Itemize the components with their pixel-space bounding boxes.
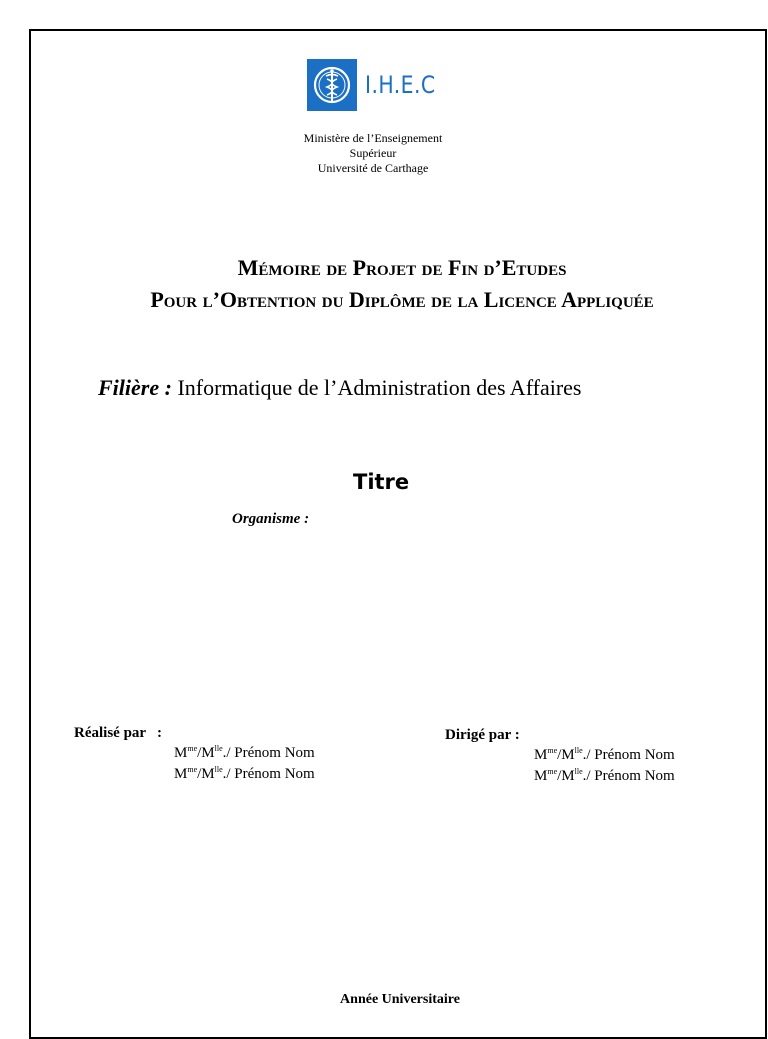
realise-block [74,725,315,785]
page-border [29,29,767,1039]
filiere-value: Informatique de l’Administration des Affaires [177,375,582,400]
annee-universitaire: Année Universitaire [340,992,460,1007]
realise-label: Réalisé par : [74,725,163,741]
title-line-2: Pour l’Obtention du Diplôme de la Licence Appliquée [150,287,654,312]
titre-heading: Titre [353,470,410,494]
supervisor-name: $M^{me}/M^{lle}./$ Prénom Nom [534,767,675,784]
ihec-logo [307,59,448,111]
caduceus-emblem-icon [307,59,357,111]
filiere-label: Filière : [98,375,172,400]
student-name: $M^{me}/M^{lle}./$ Prénom Nom [174,744,315,761]
title-line-1: Mémoire de Projet de Fin d’Etudes [237,255,567,280]
supervisor-name: $M^{me}/M^{lle}./$ Prénom Nom [534,746,675,763]
dirige-label: Dirigé par : [445,727,520,743]
organisme-label: Organisme : [232,511,310,527]
dirige-block [445,727,675,787]
student-name: $M^{me}/M^{lle}./$ Prénom Nom [174,765,315,782]
logo-text: I.H.E.C [365,71,436,99]
university-line: Université de Carthage [317,161,429,175]
filiere-line [98,375,581,401]
document-title [0,252,768,316]
ministry-line: Ministère de l’Enseignement [303,131,443,145]
ministry-block [0,131,746,176]
ministry-line: Supérieur [349,146,397,160]
